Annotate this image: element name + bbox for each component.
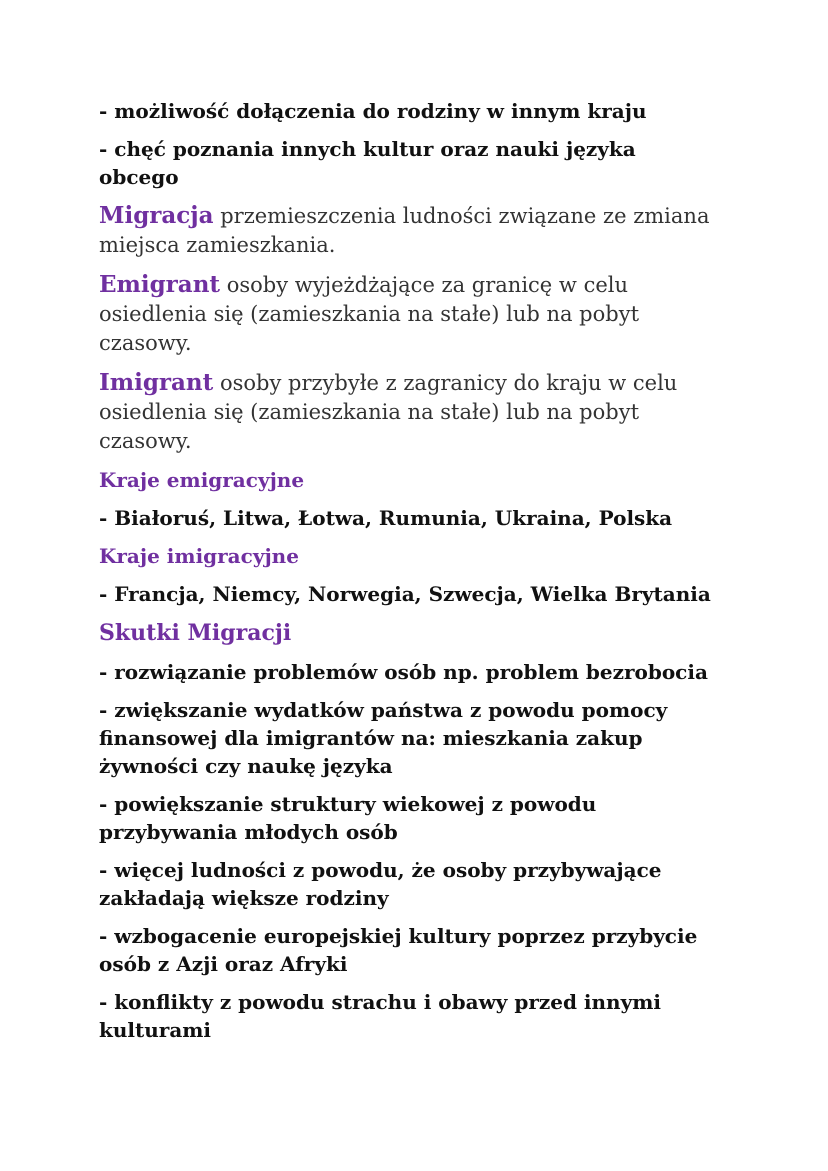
term-migracja: Migracja — [99, 202, 214, 229]
list-kraje-emigracyjne: - Białoruś, Litwa, Łotwa, Rumunia, Ukraina, Polska — [99, 506, 673, 530]
definition-imigrant-text: osoby przybyłe z zagranicy do kraju w celu osiedlenia się (zamieszkania na stałe) lub na pobyt czasowy. — [99, 371, 678, 453]
heading-kraje-imigracyjne: Kraje imigracyjne — [99, 544, 299, 568]
definition-migracja-text: przemieszczenia ludności związane ze zmiana miejsca zamieszkania. — [99, 204, 710, 257]
effect-konflikty: - konflikty z powodu strachu i obawy przed innymi kulturami — [99, 990, 661, 1042]
term-emigrant: Emigrant — [99, 271, 221, 298]
definition-emigrant — [99, 270, 659, 358]
reason-cultures: - chęć poznania innych kultur oraz nauki języka obcego — [99, 137, 636, 189]
effect-bezrobocie: - rozwiązanie problemów osób np. problem bezrobocia — [99, 660, 708, 684]
effect-kultura: - wzbogacenie europejskiej kultury poprzez przybycie osób z Azji oraz Afryki — [99, 924, 698, 976]
document-content — [99, 97, 759, 1054]
effect-ludnosc: - więcej ludności z powodu, że osoby przybywające zakładają większe rodziny — [99, 858, 662, 910]
effect-wydatki: - zwiększanie wydatków państwa z powodu pomocy finansowej dla imigrantów na: mieszkania zakup żywności czy naukę języka — [99, 698, 668, 778]
term-imigrant: Imigrant — [99, 369, 214, 396]
list-kraje-imigracyjne: - Francja, Niemcy, Norwegia, Szwecja, Wielka Brytania — [99, 582, 711, 606]
definition-emigrant-text: osoby wyjeżdżające za granicę w celu osiedlenia się (zamieszkania na stałe) lub na pobyt czasowy. — [99, 273, 640, 355]
heading-kraje-emigracyjne: Kraje emigracyjne — [99, 468, 305, 492]
heading-skutki-migracji: Skutki Migracji — [99, 620, 292, 646]
definition-migracja — [99, 201, 719, 260]
effect-struktura: - powiększanie struktury wiekowej z powodu przybywania młodych osób — [99, 792, 597, 844]
reason-family: - możliwość dołączenia do rodziny w innym kraju — [99, 99, 647, 123]
definition-imigrant — [99, 368, 699, 456]
